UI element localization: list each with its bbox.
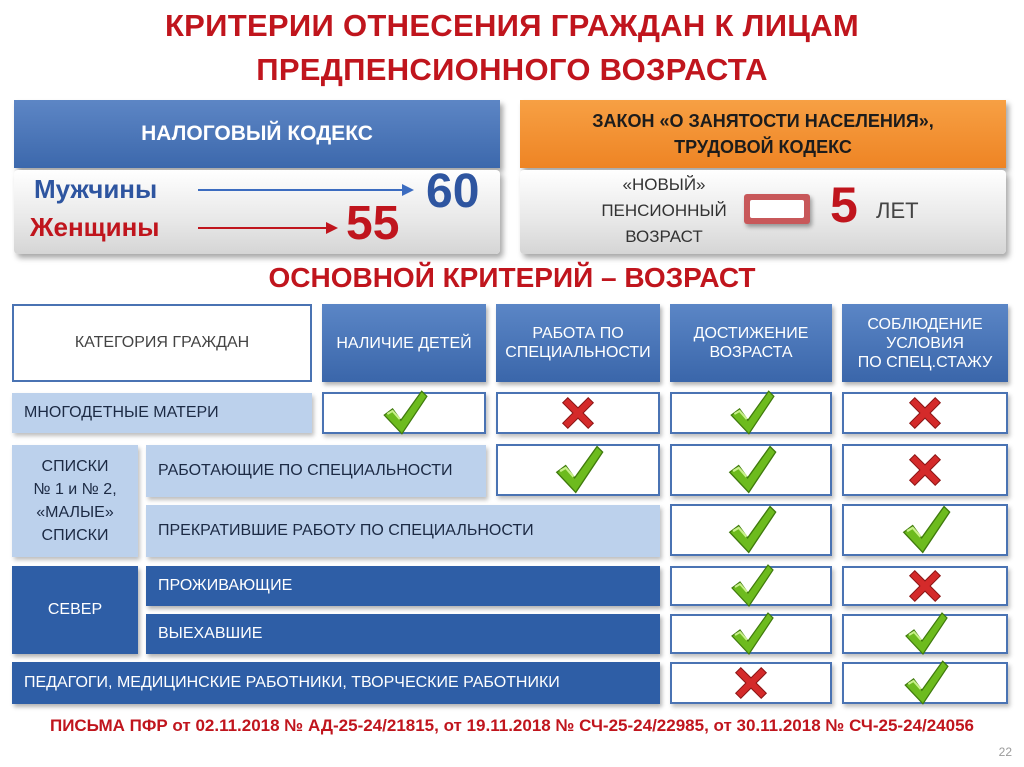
mark-cell xyxy=(670,444,832,496)
column-header-line: СОБЛЮДЕНИЕ xyxy=(867,315,983,333)
women-age: 55 xyxy=(346,197,400,250)
column-header-line: РАБОТА ПО xyxy=(532,325,624,342)
check-icon xyxy=(726,609,776,659)
column-header-line: ВОЗРАСТА xyxy=(709,344,793,361)
category-header: КАТЕГОРИЯ ГРАЖДАН xyxy=(12,304,312,382)
new-pension-age-line3: ВОЗРАСТ xyxy=(625,227,703,246)
new-pension-age-text xyxy=(586,172,742,250)
group-label-line: СПИСКИ xyxy=(41,458,109,475)
employment-law-header-line2: ТРУДОВОЙ КОДЕКС xyxy=(674,137,852,157)
cross-icon xyxy=(908,569,942,603)
tax-code-header: НАЛОГОВЫЙ КОДЕКС xyxy=(14,100,500,168)
check-icon xyxy=(725,387,777,439)
row-label-working-in-specialty: РАБОТАЮЩИЕ ПО СПЕЦИАЛЬНОСТИ xyxy=(146,445,486,497)
column-header-line: СПЕЦИАЛЬНОСТИ xyxy=(505,344,651,361)
row-label-moved-away: ВЫЕХАВШИЕ xyxy=(146,614,660,654)
cross-icon xyxy=(908,453,942,487)
page-number: 22 xyxy=(998,745,1012,759)
column-header-line: НАЛИЧИЕ ДЕТЕЙ xyxy=(336,334,472,352)
mark-cell xyxy=(322,392,486,434)
minus-sign-icon xyxy=(744,194,810,224)
group-label-lists xyxy=(12,445,138,557)
mark-cell xyxy=(842,444,1008,496)
mark-cell xyxy=(670,614,832,654)
new-pension-age-line2: ПЕНСИОННЫЙ xyxy=(601,201,727,220)
years-label: ЛЕТ xyxy=(876,198,919,223)
women-label: Женщины xyxy=(30,212,160,242)
check-icon xyxy=(723,442,779,498)
row-label-stopped-working: ПРЕКРАТИВШИЕ РАБОТУ ПО СПЕЦИАЛЬНОСТИ xyxy=(146,505,660,557)
column-header-specialty-work xyxy=(496,304,660,382)
tax-code-panel xyxy=(14,165,500,254)
mark-cell xyxy=(842,392,1008,434)
row-label-teachers-medical-creative: ПЕДАГОГИ, МЕДИЦИНСКИЕ РАБОТНИКИ, ТВОРЧЕСКИЕ РАБОТНИКИ xyxy=(12,662,660,704)
mark-cell xyxy=(670,392,832,434)
column-header-line: ПО СПЕЦ.СТАЖУ xyxy=(857,353,993,371)
group-label-north: СЕВЕР xyxy=(12,566,138,654)
mark-cell xyxy=(496,444,660,496)
check-icon xyxy=(899,657,951,709)
mark-cell xyxy=(842,614,1008,654)
cross-icon xyxy=(908,396,942,430)
new-pension-age-line1: «НОВЫЙ» xyxy=(622,175,706,194)
page-title-line1: КРИТЕРИИ ОТНЕСЕНИЯ ГРАЖДАН К ЛИЦАМ xyxy=(164,8,860,43)
mark-cell xyxy=(842,662,1008,704)
check-icon xyxy=(723,502,779,558)
column-header-service-conditions xyxy=(842,304,1008,382)
mark-cell xyxy=(670,566,832,606)
column-header-line: УСЛОВИЯ xyxy=(886,334,964,352)
men-age: 60 xyxy=(426,165,480,218)
main-criterion-heading: ОСНОВНОЙ КРИТЕРИЙ – ВОЗРАСТ xyxy=(268,262,756,293)
check-icon xyxy=(550,442,606,498)
row-label-residing: ПРОЖИВАЮЩИЕ xyxy=(146,566,660,606)
page-title-line2: ПРЕДПЕНСИОННОГО ВОЗРАСТА xyxy=(256,52,768,87)
mark-cell xyxy=(496,392,660,434)
mark-cell xyxy=(670,662,832,704)
row-label-large-families: МНОГОДЕТНЫЕ МАТЕРИ xyxy=(12,393,312,433)
column-header-children xyxy=(322,304,486,382)
men-label: Мужчины xyxy=(34,174,158,204)
arrow-right-icon xyxy=(198,220,338,236)
group-label-line: № 1 и № 2, xyxy=(33,481,117,498)
column-header-age-reached xyxy=(670,304,832,382)
employment-law-header-line1: ЗАКОН «О ЗАНЯТОСТИ НАСЕЛЕНИЯ», xyxy=(592,111,934,131)
check-icon xyxy=(897,502,953,558)
check-icon xyxy=(726,561,776,611)
check-icon xyxy=(900,609,950,659)
employment-law-panel xyxy=(520,170,1006,254)
cross-icon xyxy=(734,666,768,700)
mark-cell xyxy=(670,504,832,556)
footer-letters-reference: ПИСЬМА ПФР от 02.11.2018 № АД-25-24/21815, от 19.11.2018 № СЧ-25-24/22985, от 30.11.2018 № СЧ-25-24/24056 xyxy=(49,716,975,735)
years-value: 5 xyxy=(830,177,858,233)
mark-cell xyxy=(842,566,1008,606)
column-header-line: ДОСТИЖЕНИЕ xyxy=(693,325,809,342)
employment-law-header xyxy=(520,100,1006,168)
group-label-line: СПИСКИ xyxy=(41,527,109,544)
mark-cell xyxy=(842,504,1008,556)
check-icon xyxy=(378,387,430,439)
cross-icon xyxy=(561,396,595,430)
group-label-line: «МАЛЫЕ» xyxy=(36,504,114,521)
